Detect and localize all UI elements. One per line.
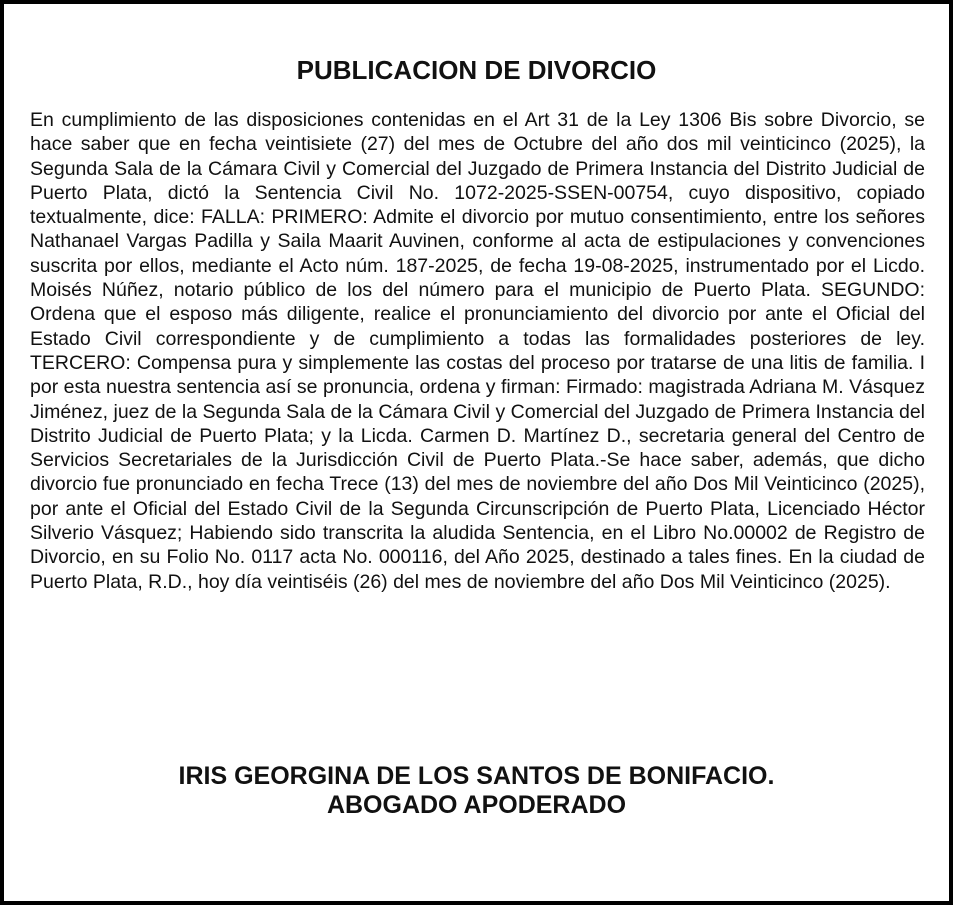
signature-block [4,762,949,820]
signer-role: ABOGADO APODERADO [326,791,627,819]
notice-body: En cumplimiento de las disposiciones contenidas en el Art 31 de la Ley 1306 Bis sobre Divorcio, se hace saber que en fecha veintisiete (27) del mes de Octubre del año dos mil veinticinco (2025), la Segunda Sala de la Cámara Civil y Comercial del Juzgado de Primera Instancia del Distrito Judicial de Puerto Plata, dictó la Sentencia Civil No. 1072-2025-SSEN-00754, cuyo dispositivo, copiado textualmente, dice: FALLA: PRIMERO: Admite el divorcio por mutuo consentimiento, entre los señores Nathanael Vargas Padilla y Saila Maarit Auvinen, conforme al acta de estipulaciones y convenciones suscrita por ellos, mediante el Acto núm. 187-2025, de fecha 19-08-2025, instrumentado por el Licdo. Moisés Núñez, notario público de los del número para el municipio de Puerto Plata. SEGUNDO: Ordena que el esposo más diligente, realice el pronunciamiento del divorcio por ante el Oficial del Estado Civil correspondiente y de cumplimiento a todas las formalidades posteriores de ley. TERCERO: Compensa pura y simplemente las costas del proceso por tratarse de una litis de familia. I por esta nuestra sentencia así se pronuncia, ordena y firman: Firmado: magistrada Adriana M. Vásquez Jiménez, juez de la Segunda Sala de la Cámara Civil y Comercial del Juzgado de Primera Instancia del Distrito Judicial de Puerto Plata; y la Licda. Carmen D. Martínez D., secretaria general del Centro de Servicios Secretariales de la Jurisdicción Civil de Puerto Plata.-Se hace saber, además, que dicho divorcio fue pronunciado en fecha Trece (13) del mes de noviembre del año Dos Mil Veinticinco (2025), por ante el Oficial del Estado Civil de la Segunda Circunscripción de Puerto Plata, Licenciado Héctor Silverio Vásquez; Habiendo sido transcrita la aludida Sentencia, en el Libro No.00002 de Registro de Divorcio, en su Folio No. 0117 acta No. 000116, del Año 2025, destinado a tales fines. En la ciudad de Puerto Plata, R.D., hoy día veintiséis (26) del mes de noviembre del año Dos Mil Veinticinco (2025). [30,109,925,593]
signer-name: IRIS GEORGINA DE LOS SANTOS DE BONIFACIO. [178,762,775,790]
notice-title: PUBLICACION DE DIVORCIO [296,55,657,85]
